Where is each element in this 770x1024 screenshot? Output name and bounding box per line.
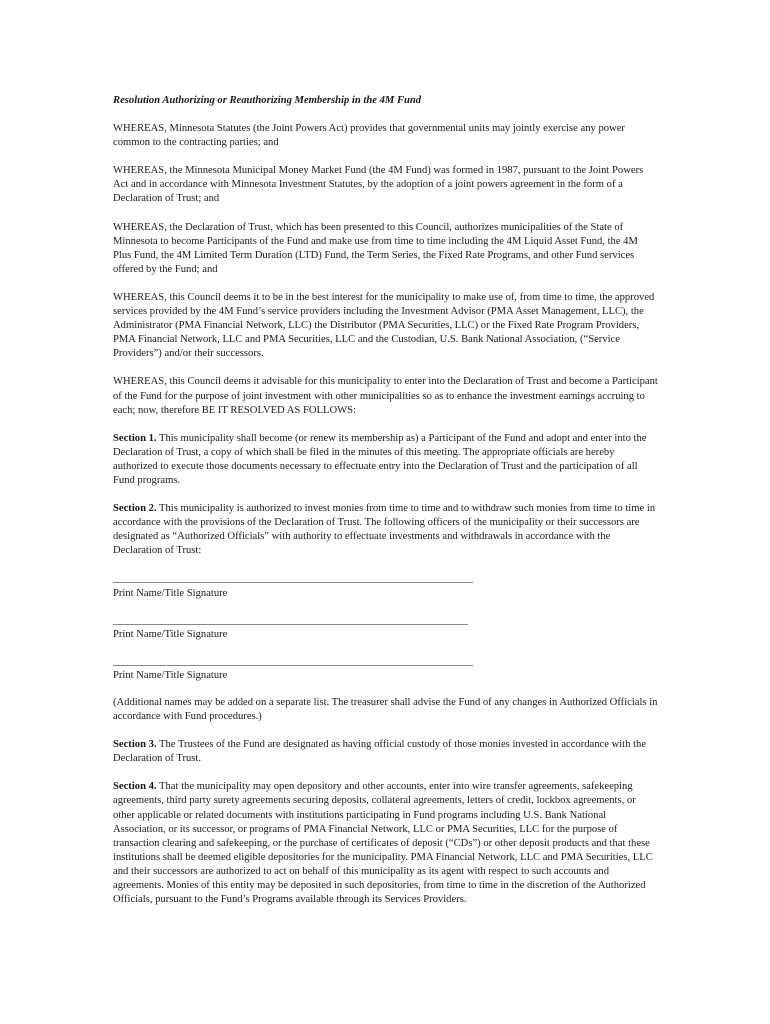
section-2-text: This municipality is authorized to invest monies from time to time and to withdraw such monies from time to time in accordance with the provisions of the Declaration of Trust. The following officers of the municipality or their successors are designated as “Authorized Officials” with authority to effectuate investments and withdrawals in accordance with the Declaration of Trust: (113, 503, 656, 557)
section-1-heading: Section 1. (113, 432, 157, 444)
signature-block-2 (113, 614, 658, 642)
signature-label: Print Name/Title Signature (113, 669, 228, 681)
signature-block-1 (113, 572, 658, 600)
signature-line: ___________________________________________________________________ (113, 614, 468, 626)
section-3 (113, 738, 658, 766)
document-title: Resolution Authorizing or Reauthorizing Membership in the 4M Fund (113, 95, 422, 106)
signature-line: ____________________________________________________________________ (113, 573, 474, 585)
document-page (113, 94, 658, 921)
signature-line: ____________________________________________________________________ (113, 655, 474, 667)
section-4-heading: Section 4. (113, 781, 157, 793)
signature-label: Print Name/Title Signature (113, 628, 228, 640)
section-4-text: That the municipality may open depository and other accounts, enter into wire transfer agreements, safekeeping agreements, third party surety agreements securing deposits, collateral agreements, letters of credit, lockbox agreements, or other applicable or related documents with institutions participating in Fund programs including U.S. Bank National Association, or its successor, or programs of PMA Financial Network, LLC or PMA Securities, LLC for the purpose of transaction clearing and safekeeping, or the purchase of certificates of deposit (“CDs”) or other deposit products and that these institutions shall be deemed eligible depositories for the municipality. PMA Financial Network, LLC and PMA Securities, LLC and their successors are authorized to act on behalf of this municipality as its agent with respect to such accounts and agreements. Monies of this entity may be deposited in such depositories, from time to time in the discretion of the Authorized Officials, pursuant to the Fund’s Programs available through its Services Providers. (113, 781, 653, 906)
additional-names-note: (Additional names may be added on a separate list. The treasurer shall advise the Fund of any changes in Authorized Officials in accordance with Fund procedures.) (113, 697, 658, 723)
section-2-heading: Section 2. (113, 503, 157, 515)
whereas-paragraph-5: WHEREAS, this Council deems it advisable for this municipality to enter into the Declaration of Trust and become a Participant of the Fund for the purpose of joint investment with other municipalities so as to enhance the investment earnings accruing to each; now, therefore BE IT RESOLVED AS FOLLOWS: (113, 376, 658, 416)
whereas-paragraph-4: WHEREAS, this Council deems it to be in the best interest for the municipality to make use of, from time to time, the approved services provided by the 4M Fund’s service providers including the Investment Advisor (PMA Asset Management, LLC), the Administrator (PMA Financial Network, LLC) the Distributor (PMA Securities, LLC) or the Fixed Rate Program Providers, PMA Financial Network, LLC and PMA Securities, LLC and the Custodian, U.S. Bank National Association, (“Service Providers”) and/or their successors. (113, 291, 655, 360)
whereas-paragraph-1: WHEREAS, Minnesota Statutes (the Joint Powers Act) provides that governmental units may jointly exercise any power common to the contracting parties; and (113, 123, 625, 149)
section-2 (113, 502, 658, 558)
section-1 (113, 432, 658, 488)
signature-label: Print Name/Title Signature (113, 587, 228, 599)
section-4 (113, 780, 658, 907)
whereas-paragraph-3: WHEREAS, the Declaration of Trust, which has been presented to this Council, authorizes municipalities of the State of Minnesota to become Participants of the Fund and make use from time to time including the 4M Liquid Asset Fund, the 4M Plus Fund, the 4M Limited Term Duration (LTD) Fund, the Term Series, the Fixed Rate Programs, and other Fund services offered by the Fund; and (113, 221, 638, 275)
section-3-heading: Section 3. (113, 739, 157, 751)
whereas-paragraph-2: WHEREAS, the Minnesota Municipal Money Market Fund (the 4M Fund) was formed in 1987, pursuant to the Joint Powers Act and in accordance with Minnesota Investment Statutes, by the adoption of a joint powers agreement in the form of a Declaration of Trust; and (113, 165, 644, 205)
signature-block-3 (113, 655, 658, 683)
section-1-text: This municipality shall become (or renew its membership as) a Participant of the Fund and adopt and enter into the Declaration of Trust, a copy of which shall be filed in the minutes of this meeting. The appropriate officials are hereby authorized to execute those documents necessary to effectuate entry into the Declaration of Trust and the participation of all Fund programs. (113, 432, 647, 486)
section-3-text: The Trustees of the Fund are designated as having official custody of those monies invested in accordance with the Declaration of Trust. (113, 739, 647, 765)
